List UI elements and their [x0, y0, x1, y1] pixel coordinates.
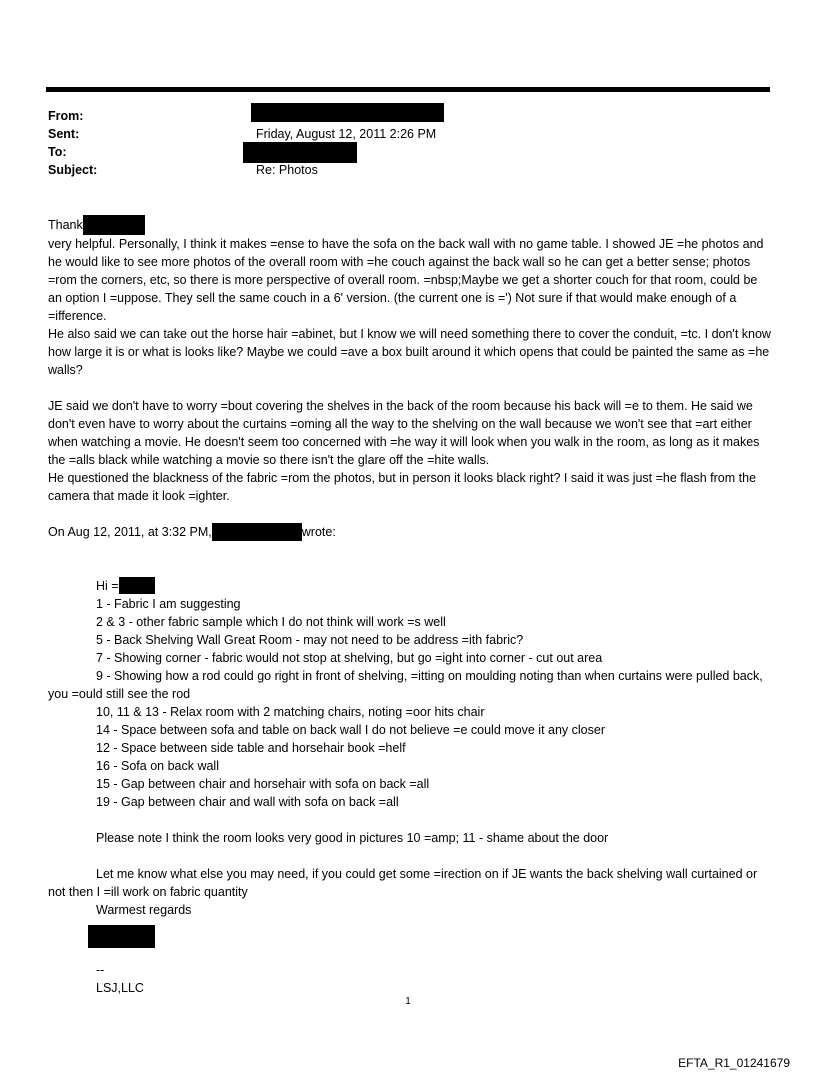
list-item: 1 - Fabric I am suggesting	[96, 597, 241, 611]
reply-paragraph-4: He questioned the blackness of the fabric =rom the photos, but in person it looks black right? I said it was just =he flash from the camera that made it look =ighter.	[48, 471, 757, 503]
list-item: 10, 11 & 13 - Relax room with 2 matching chairs, noting =oor hits chair	[96, 705, 485, 719]
list-item: 15 - Gap between chair and horsehair with sofa on back =all	[96, 777, 430, 791]
company-name: LSJ,LLC	[96, 981, 144, 995]
reply-paragraph-2: He also said we can take out the horse hair =abinet, but I know we will need something there to cover the conduit, =tc. I don't know how large it is or what is looks like? Maybe we could =ave a box built around it which opens that could be painted the same as =he walls?	[48, 327, 771, 377]
redaction-greeting	[119, 577, 155, 594]
reply-paragraph-1: very helpful. Personally, I think it makes =ense to have the sofa on the back wall with no game table. I showed JE =he photos and he would like to see more photos of the overall room with =he couch against the back wall so he can get a better sense; photos =rom the corners, etc, so there is more perspective of overall room. =nbsp;Maybe we get a shorter couch for that room, could be an option I =uppose. They sell the same couch in a 6' version. (the current one is =') Not sure if that would make enough of a =ifference.	[48, 237, 764, 323]
list-item: 19 - Gap between chair and wall with sofa on back =all	[96, 795, 399, 809]
list-item: 14 - Space between sofa and table on back wall I do not believe =e could move it any closer	[96, 723, 605, 737]
reply-opening: Thank	[48, 215, 773, 235]
page-number: 1	[405, 996, 411, 1007]
redaction-sender	[212, 523, 302, 541]
redaction-signature	[88, 925, 155, 948]
quoted-regards: Warmest regards	[96, 903, 192, 917]
quoted-note: Please note I think the room looks very good in pictures 10 =amp; 11 - shame about the door	[96, 831, 609, 845]
list-item: 5 - Back Shelving Wall Great Room - may not need to be address =ith fabric?	[96, 633, 524, 647]
header-rule	[46, 87, 770, 92]
to-label: To:	[48, 145, 67, 159]
redaction-to	[243, 142, 357, 163]
quote-intro: On Aug 12, 2011, at 3:32 PM, wrote:	[48, 525, 336, 539]
reply-paragraph-3: JE said we don't have to worry =bout covering the shelves in the back of the room because his back will =e to them. He said we don't even have to worry about the curtains =oming all the way to the shelving on the wall because we won't see that =art either when watching a movie. He doesn't seem too concerned with =he way it will look when you walk in the room, as long as it makes the =alls black while watching a movie so there isn't the glare off the =hite walls.	[48, 399, 760, 467]
signature-dash: --	[96, 963, 105, 977]
list-item: 12 - Space between side table and horsehair book =helf	[96, 741, 406, 755]
subject-label: Subject:	[48, 163, 98, 177]
list-item: 16 - Sofa on back wall	[96, 759, 219, 773]
sent-value: Friday, August 12, 2011 2:26 PM	[256, 127, 437, 141]
quoted-greeting: Hi =	[48, 577, 773, 595]
bates-number: EFTA_R1_01241679	[678, 1056, 790, 1070]
redaction-name	[83, 215, 145, 235]
list-item: 9 - Showing how a rod could go right in front of shelving, =itting on moulding noting than when curtains were pulled back, you =ould still see the rod	[48, 669, 763, 701]
sent-label: Sent:	[48, 127, 80, 141]
quoted-closing: Let me know what else you may need, if you could get some =irection on if JE wants the back shelving wall curtained or not then I =ill work on fabric quantity	[48, 867, 758, 899]
from-label: From:	[48, 109, 84, 123]
list-item: 2 & 3 - other fabric sample which I do not think will work =s well	[96, 615, 446, 629]
email-body	[48, 215, 773, 997]
redaction-from	[251, 103, 444, 122]
list-item: 7 - Showing corner - fabric would not stop at shelving, but go =ight into corner - cut out area	[96, 651, 603, 665]
subject-value: Re: Photos	[256, 163, 318, 177]
